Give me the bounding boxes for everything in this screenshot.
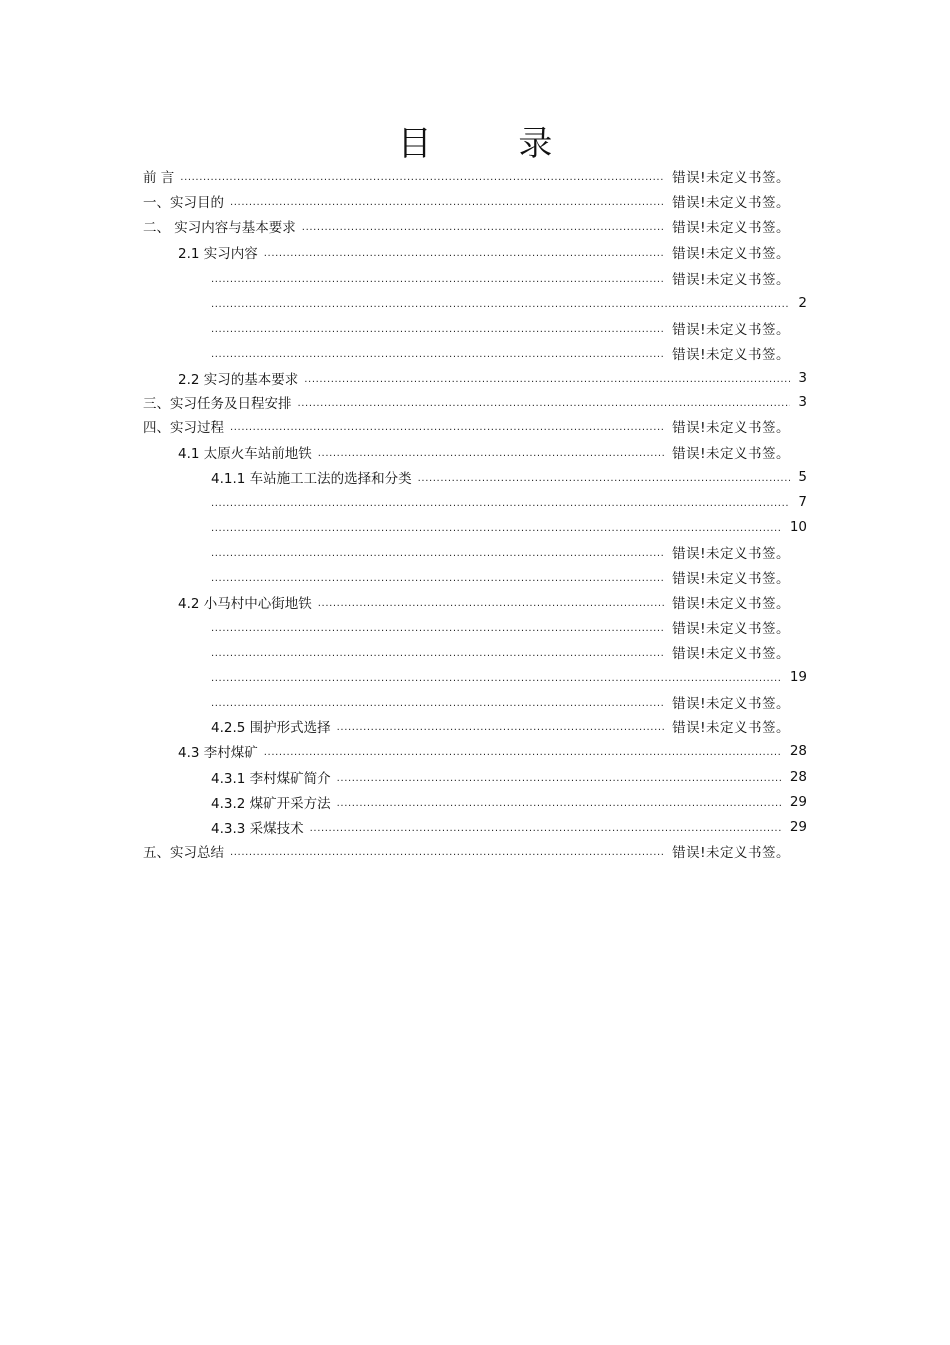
toc-entry[interactable] [211,817,807,837]
toc-entry-page: 29 [789,794,807,810]
toc-entry-page: 错误!未定义书签。 [672,322,790,338]
toc-entry[interactable] [211,343,790,363]
toc-leader-dots [211,293,790,313]
toc-leader-dots [230,191,664,211]
toc-entry[interactable] [143,191,790,211]
toc-leader-dots [211,692,664,712]
toc-leader-dots [304,368,790,388]
toc-entry-label: 四、实习过程 [143,420,224,436]
toc-entry[interactable] [211,517,807,537]
toc-leader-dots [211,542,664,562]
toc-entry-page: 3 [798,394,807,410]
toc-entry-page: 错误!未定义书签。 [672,347,790,363]
toc-entry-label: 五、实习总结 [143,845,224,861]
toc-entry-page: 错误!未定义书签。 [672,170,790,186]
toc-entry[interactable] [211,542,790,562]
toc-entry-label: 三、实习任务及日程安排 [143,396,292,412]
toc-leader-dots [318,592,664,612]
toc-entry-page: 3 [798,370,807,386]
toc-entry[interactable] [211,692,790,712]
toc-entry-page: 错误!未定义书签。 [672,596,790,612]
toc-leader-dots [310,817,782,837]
toc-entry-page: 错误!未定义书签。 [672,546,790,562]
toc-leader-dots [211,268,664,288]
toc-leader-dots [298,392,791,412]
toc-entry[interactable] [178,368,807,388]
toc-entry-label: 2.2 实习的基本要求 [178,372,299,388]
toc-leader-dots [337,716,664,736]
toc-entry[interactable] [211,667,807,687]
toc-leader-dots [211,318,664,338]
toc-entry[interactable] [211,617,790,637]
toc-entry-page: 错误!未定义书签。 [672,446,790,462]
toc-entry[interactable] [143,392,807,412]
toc-entry-label: 4.3.2 煤矿开采方法 [211,796,331,812]
toc-entry[interactable] [143,416,790,436]
toc-entry-page: 错误!未定义书签。 [672,272,790,288]
toc-entry[interactable] [211,567,790,587]
toc-entry[interactable] [211,642,790,662]
toc-leader-dots [180,166,664,186]
toc-entry[interactable] [178,741,807,761]
toc-leader-dots [302,216,664,236]
toc-entry-page: 错误!未定义书签。 [672,845,790,861]
toc-entry[interactable] [178,242,790,262]
toc-entry-page: 7 [798,494,807,510]
toc-entry-page: 10 [789,519,807,535]
toc-entry[interactable] [211,293,807,313]
toc-entry-page: 错误!未定义书签。 [672,246,790,262]
toc-leader-dots [337,767,782,787]
toc-entry-label: 4.1 太原火车站前地铁 [178,446,312,462]
toc-entry[interactable] [211,716,790,736]
toc-entry-page: 2 [798,295,807,311]
toc-entry[interactable] [143,841,790,861]
toc-entry-page: 5 [798,469,807,485]
toc-entry[interactable] [211,318,790,338]
toc-entry-page: 错误!未定义书签。 [672,621,790,637]
toc-entry[interactable] [178,442,790,462]
toc-entry[interactable] [143,216,790,236]
toc-entry-label: 4.3 李村煤矿 [178,745,258,761]
toc-entry-label: 二、 实习内容与基本要求 [143,220,296,236]
toc-entry-page: 错误!未定义书签。 [672,195,790,211]
toc-entry-page: 29 [789,819,807,835]
toc-leader-dots [230,841,664,861]
toc-leader-dots [211,492,790,512]
toc-entry[interactable] [211,492,807,512]
toc-entry[interactable] [143,166,790,186]
toc-leader-dots [211,567,664,587]
toc-entry[interactable] [211,767,807,787]
toc-leader-dots [318,442,664,462]
document-title: 目 录 [397,124,591,164]
toc-entry-label: 4.1.1 车站施工工法的选择和分类 [211,471,412,487]
toc-leader-dots [264,242,664,262]
toc-entry-page: 错误!未定义书签。 [672,696,790,712]
toc-leader-dots [211,667,782,687]
toc-leader-dots [211,343,664,363]
toc-entry-page: 19 [789,669,807,685]
toc-entry[interactable] [211,792,807,812]
toc-leader-dots [337,792,782,812]
toc-entry-label: 4.3.3 采煤技术 [211,821,304,837]
toc-leader-dots [211,517,782,537]
toc-entry[interactable] [211,268,790,288]
toc-entry-page: 错误!未定义书签。 [672,646,790,662]
toc-entry-page: 错误!未定义书签。 [672,220,790,236]
toc-entry[interactable] [178,592,790,612]
toc-leader-dots [230,416,664,436]
toc-entry[interactable] [211,467,807,487]
toc-leader-dots [211,617,664,637]
toc-entry-page: 28 [789,769,807,785]
toc-entry-page: 错误!未定义书签。 [672,571,790,587]
toc-entry-page: 错误!未定义书签。 [672,420,790,436]
toc-entry-page: 错误!未定义书签。 [672,720,790,736]
toc-entry-label: 4.2.5 围护形式选择 [211,720,331,736]
toc-entry-label: 4.3.1 李村煤矿简介 [211,771,331,787]
toc-leader-dots [211,642,664,662]
toc-entry-label: 4.2 小马村中心街地铁 [178,596,312,612]
toc-entry-label: 2.1 实习内容 [178,246,258,262]
toc-entry-label: 前 言 [143,170,175,186]
toc-leader-dots [418,467,791,487]
toc-leader-dots [264,741,782,761]
toc-entry-label: 一、实习目的 [143,195,224,211]
toc-entry-page: 28 [789,743,807,759]
